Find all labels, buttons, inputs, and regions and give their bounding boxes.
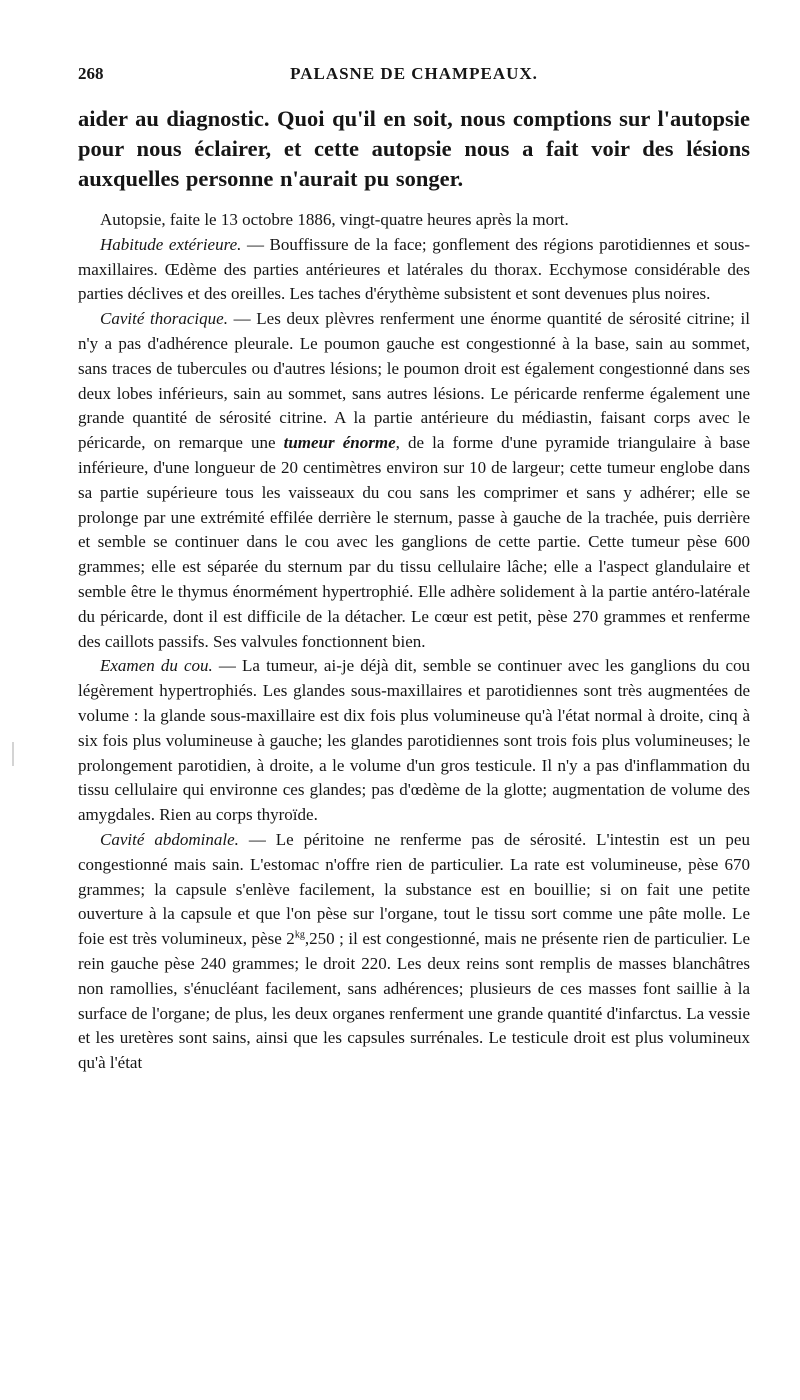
- section-heading-thorax: Cavité thoracique.: [100, 309, 228, 329]
- section-heading-abdomen: Cavité abdominale.: [100, 829, 239, 849]
- thorax-text-after: , de la forme d'une pyramide triangulaire à base inférieure, d'une longueur de 20 centimètres environ sur 10 de largeur; cette tumeur englobe dans sa partie supérieure tous les vaisseaux du cou sans les comprimer et sans y adhérer; elle se prolonge par une extrémité effilée derrière le sternum, passe à gauche de la trachée, puis derrière et semble se continuer dans le cou avec les ganglions de cette partie. Cette tumeur pèse 600 grammes; elle est séparée du sternum par du tissu cellulaire lâche; elle a l'aspect glandulaire et semble être le thymus énormément hypertrophié. Elle adhère solidement à la partie antéro-latérale du péricarde, dont il est difficile de la détacher. Le cœur est petit, pèse 270 grammes et renferme des caillots passifs. Ses valvules fonctionnent bien.: [78, 433, 750, 651]
- running-title: PALASNE DE CHAMPEAUX.: [290, 64, 538, 83]
- page-header: [78, 62, 750, 90]
- abdomen-text-before: — Le péritoine ne renferme pas de sérosité. L'intestin est un peu congestionné mais sain. L'estomac n'offre rien de particulier. La rate est volumineuse, pèse 670 grammes; la capsule s'enlève facilement, la substance est en bouillie; si on fait une petite ouverture à la capsule et que l'on pèse sur l'organe, tout le tissu sort comme une pâte molle. Le foie est très volumineux, pèse 2: [78, 829, 750, 949]
- section-heading-habitude: Habitude extérieure.: [100, 234, 242, 254]
- document-page: [78, 62, 750, 1076]
- lead-paragraph: aider au diagnostic. Quoi qu'il en soit, nous comptions sur l'autopsie pour nous éclairer, et cette autopsie nous a fait voir des lésions auxquelles personne n'aurait pu songer.: [78, 106, 750, 191]
- page-number: 268: [78, 64, 104, 83]
- habitude-text: — Bouffissure de la face; gonflement des régions parotidiennes et sous-maxillaires. Œdème des parties antérieures et latérales du thorax. Ecchymose considérable des parties déclives et des oreilles. Les taches d'érythème subsistent et sont devenues plus noires.: [78, 234, 750, 304]
- abdomen-text-after: ,250 ; il est congestionné, mais ne présente rien de particulier. Le rein gauche pèse 240 grammes; le droit 220. Les deux reins sont remplis de masses blanchâtres non ramollies, s'énucléant facilement, sans adhérences; plusieurs de ces masses font saillie à la surface de l'organe; de plus, les deux organes renferment une grande quantité d'infarctus. La vessie et les uretères sont sains, ainsi que les capsules surrénales. Le testicule droit est plus volumineux qu'à l'état: [78, 929, 751, 1073]
- neck-exam-paragraph: [78, 654, 750, 828]
- thorax-text-before: — Les deux plèvres renferment une énorme quantité de sérosité citrine; il n'y a pas d'adhérence pleurale. Le poumon gauche est congestionné à la base, sain au sommet, sans traces de tubercules ou d'autres lésions; le poumon droit est également congestionné dans ses deux lobes inférieurs, sain au sommet, sans autres lésions. Le péricarde renferme également une grande quantité de sérosité citrine. A la partie antérieure du médiastin, faisant corps avec le péricarde, on remarque une: [78, 309, 750, 453]
- weight-unit-superscript: kg: [294, 929, 305, 941]
- external-habit-paragraph: [78, 233, 750, 307]
- cou-text: — La tumeur, ai-je déjà dit, semble se continuer avec les ganglions du cou légèrement hypertrophiés. Les glandes sous-maxillaires et parotidiennes sont très augmentées de volume : la glande sous-maxillaire est dix fois plus volumineuse qu'à l'état normal à droite, cinq à six fois plus volumineuse à gauche; les glandes parotidiennes sont trois fois plus volumineuses; le prolongement parotidien, à droite, a le volume d'un gros testicule. Il n'y a pas d'inflammation du tissu cellulaire qui environne ces glandes; pas d'œdème de la glotte; augmentation de volume des amygdales. Rien au corps thyroïde.: [78, 656, 750, 825]
- thoracic-cavity-paragraph: [78, 307, 750, 654]
- section-heading-cou: Examen du cou.: [100, 656, 213, 676]
- scan-fold-mark: [12, 742, 14, 766]
- tumor-emphasis: tumeur énorme: [283, 433, 396, 453]
- autopsy-intro: Autopsie, faite le 13 octobre 1886, vingt-quatre heures après la mort.: [100, 210, 569, 229]
- abdominal-cavity-paragraph: [78, 828, 750, 1076]
